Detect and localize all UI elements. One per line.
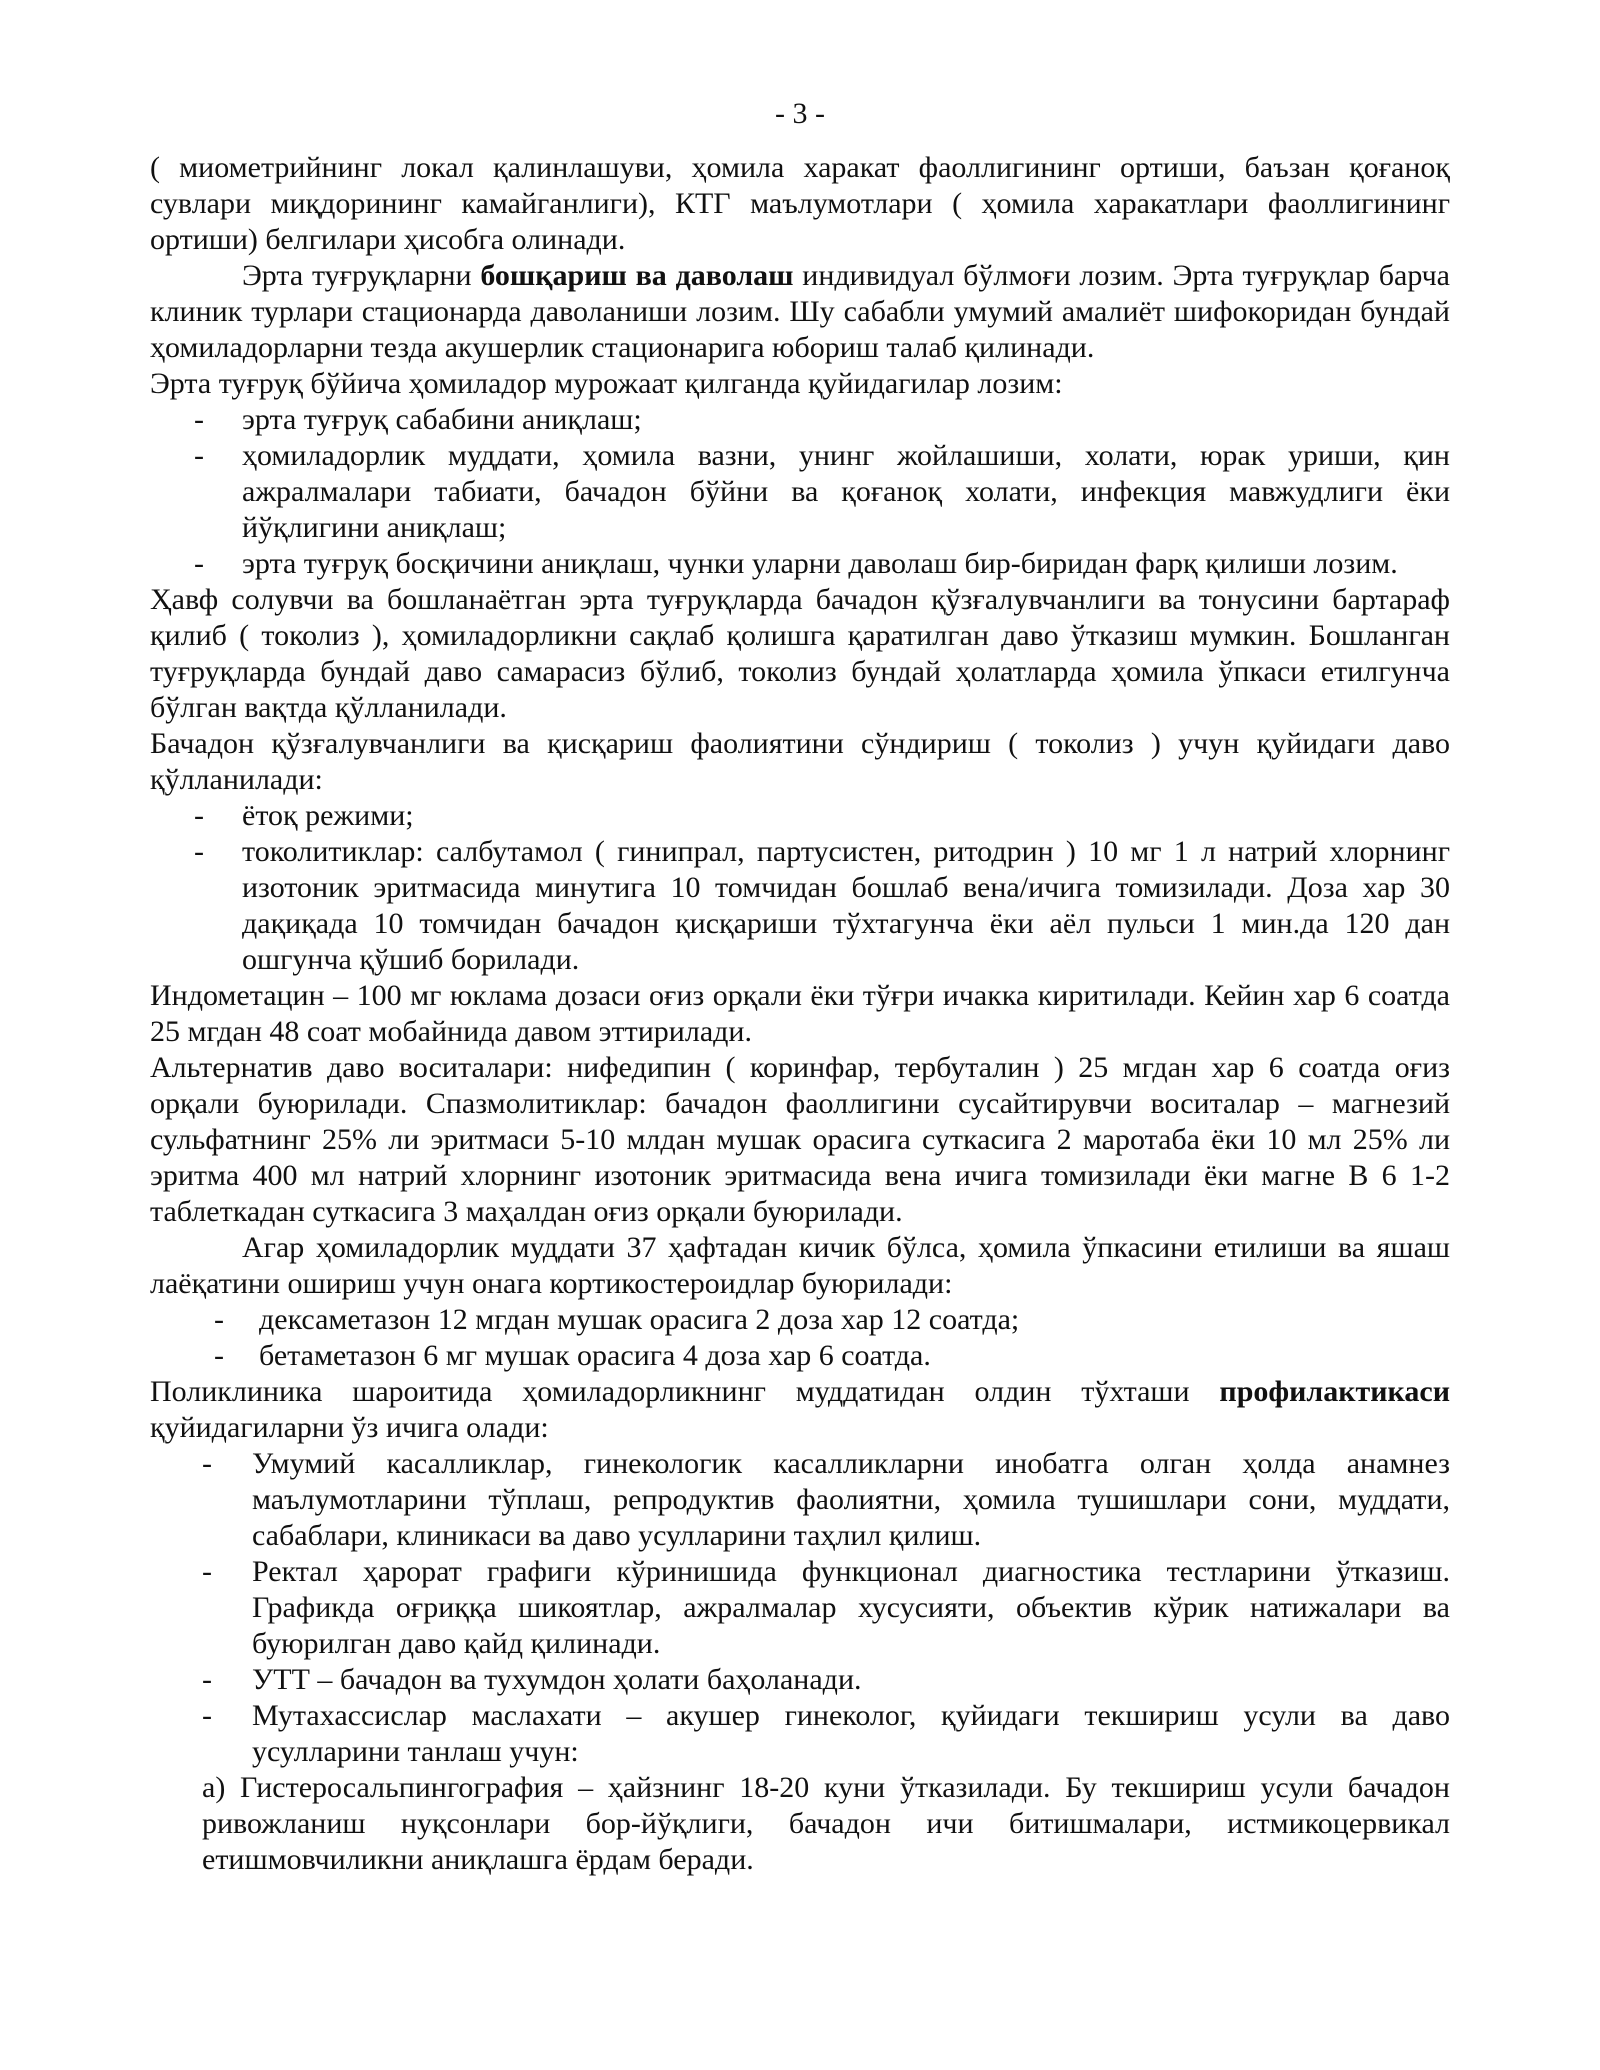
list-dash: - (194, 835, 204, 868)
list-item-text: ётоқ режими; (242, 799, 414, 832)
list-item-text: Мутахассислар маслахати – акушер гинеколог, қуйидаги текшириш усули ва даво усулларини танлаш учун: (252, 1699, 1450, 1768)
paragraph-treatment-intro: Бачадон қўзғалувчанлиги ва қисқариш фаолиятини сўндириш ( токолиз ) учун қуйидаги даво қўлланилади: (150, 727, 1450, 796)
list-item-text: ҳомиладорлик муддати, ҳомила вазни, унинг жойлашиши, холати, юрак уриши, қин ажралмалари табиати, бачадон бўйни ва қоғаноқ холати, инфекция мавжудлиги ёки йўқлигини аниқлаш; (242, 439, 1450, 544)
list-dash: - (194, 403, 204, 436)
list-requirements (150, 402, 1450, 582)
text-span: Поликлиника шароитида ҳомиладорликнинг муддатидан олдин тўхташи (150, 1375, 1220, 1408)
list-item (150, 1338, 1450, 1374)
list-item-text: дексаметазон 12 мгдан мушак орасига 2 доза хар 12 соатда; (259, 1303, 1020, 1336)
list-dash: - (194, 547, 204, 580)
bold-term-management: бошқариш ва даволаш (480, 259, 794, 292)
list-prevention (150, 1446, 1450, 1770)
paragraph-alternative-treatment: Альтернатив даво воситалари: нифедипин ( коринфар, тербуталин ) 25 мгдан хар 6 соатда оғиз орқали буюрилади. Спазмолитиклар: бачадон фаоллигини сусайтирувчи воситалар – магнезий сульфатнинг 25% ли эритмаси 5-10 млдан мушак орасига суткасига 2 маротаба ёки 10 мл 25% ли эритма 400 мл натрий хлорнинг изотоник эритмасида вена ичига томизилади ёки магне В 6 1-2 таблеткадан суткасига 3 маҳалдан оғиз орқали буюрилади. (150, 1051, 1450, 1228)
list-dash: - (202, 1555, 212, 1588)
list-item-text: эрта туғруқ босқичини аниқлаш, чунки уларни даволаш бир-биридан фарқ қилиши лозим. (242, 547, 1398, 580)
list-dash: - (214, 1339, 224, 1372)
text-span: индивидуал бўлмоғи лозим. Эрта туғруқлар барча клиник турлари стационарда даволаниши лозим. Шу сабабли умумий амалиёт шифокоридан бундай ҳомиладорларни тезда акушерлик стационарига юбориш талаб қилинади. (150, 259, 1450, 364)
list-item-text: Умумий касалликлар, гинекологик касалликларни инобатга олган ҳолда анамнез маълумотларини тўплаш, репродуктив фаолиятни, ҳомила тушишлари сони, муддати, сабаблари, клиникаси ва даво усулларини таҳлил қилиш. (252, 1447, 1450, 1552)
list-item (150, 834, 1450, 978)
document-body (150, 150, 1450, 1878)
list-item (150, 1662, 1450, 1698)
list-dash: - (202, 1699, 212, 1732)
text-span: Эрта туғруқларни (242, 259, 481, 292)
bold-term-prevention: профилактикаси (1219, 1375, 1450, 1408)
list-dash: - (194, 439, 204, 472)
list-item (150, 402, 1450, 438)
paragraph-hysterosalpingography: а) Гистеросальпингография – ҳайзнинг 18-20 куни ўтказилади. Бу текшириш усули бачадон ривожланиш нуқсонлари бор-йўқлиги, бачадон ичи битишмалари, истмикоцервикал етишмовчиликни аниқлашга ёрдам беради. (202, 1771, 1450, 1876)
list-item (150, 546, 1450, 582)
list-item (150, 1554, 1450, 1662)
paragraph-corticosteroids: Агар ҳомиладорлик муддати 37 ҳафтадан кичик бўлса, ҳомила ўпкасини етилиши ва яшаш лаёқатини ошириш учун онага кортикостероидлар буюрилади: (150, 1231, 1450, 1300)
list-corticosteroids (150, 1302, 1450, 1374)
text-span: қуйидагиларни ўз ичига олади: (150, 1411, 549, 1444)
list-item-text: УТТ – бачадон ва тухумдон ҳолати баҳоланади. (252, 1663, 862, 1696)
list-dash: - (202, 1447, 212, 1480)
list-item (150, 1302, 1450, 1338)
list-dash: - (202, 1663, 212, 1696)
list-dash: - (214, 1303, 224, 1336)
list-item (150, 798, 1450, 834)
list-item-text: токолитиклар: салбутамол ( гинипрал, партусистен, ритодрин ) 10 мг 1 л натрий хлорнинг изотоник эритмасида минутига 10 томчидан бошлаб вена/ичига томизилади. Доза хар 30 дақиқада 10 томчидан бачадон қисқариши тўхтагунча ёки аёл пульси 1 мин.да 120 дан ошгунча қўшиб борилади. (242, 835, 1450, 976)
paragraph-ktg-signs: ( миометрийнинг локал қалинлашуви, ҳомила харакат фаоллигининг ортиши, баъзан қоғаноқ сувлари миқдорининг камайганлиги), КТГ маълумотлари ( ҳомила харакатлари фаоллигининг ортиши) белгилари ҳисобга олинади. (150, 151, 1450, 256)
list-item (150, 1446, 1450, 1554)
list-item-text: Ректал ҳарорат графиги кўринишида функционал диагностика тестларини ўтказиш. Графикда оғриққа шикоятлар, ажралмалар хусусияти, объектив кўрик натижалари ва буюрилган даво қайд қилинади. (252, 1555, 1450, 1660)
list-treatment (150, 798, 1450, 978)
list-dash: - (194, 799, 204, 832)
paragraph-management (150, 258, 1450, 366)
paragraph-tocolysis: Ҳавф солувчи ва бошланаётган эрта туғруқларда бачадон қўзғалувчанлиги ва тонусини бартараф қилиб ( токолиз ), ҳомиладорликни сақлаб қолишга қаратилган даво ўтказиш мумкин. Бошланган туғруқларда бундай даво самарасиз бўлиб, токолиз бундай ҳолатларда ҳомила ўпкаси етилгунча бўлган вақтда қўлланилади. (150, 583, 1450, 724)
list-item (150, 438, 1450, 546)
list-item (150, 1698, 1450, 1770)
list-item-text: бетаметазон 6 мг мушак орасига 4 доза хар 6 соатда. (259, 1339, 931, 1372)
paragraph-requirements-intro: Эрта туғруқ бўйича ҳомиладор мурожаат қилганда қуйидагилар лозим: (150, 367, 1063, 400)
paragraph-indomethacin: Индометацин – 100 мг юклама дозаси оғиз орқали ёки тўғри ичакка киритилади. Кейин хар 6 соатда 25 мгдан 48 соат мобайнида давом эттирилади. (150, 979, 1450, 1048)
paragraph-prevention (150, 1374, 1450, 1446)
list-item-text: эрта туғруқ сабабини аниқлаш; (242, 403, 642, 436)
page-number: - 3 - (775, 97, 825, 130)
